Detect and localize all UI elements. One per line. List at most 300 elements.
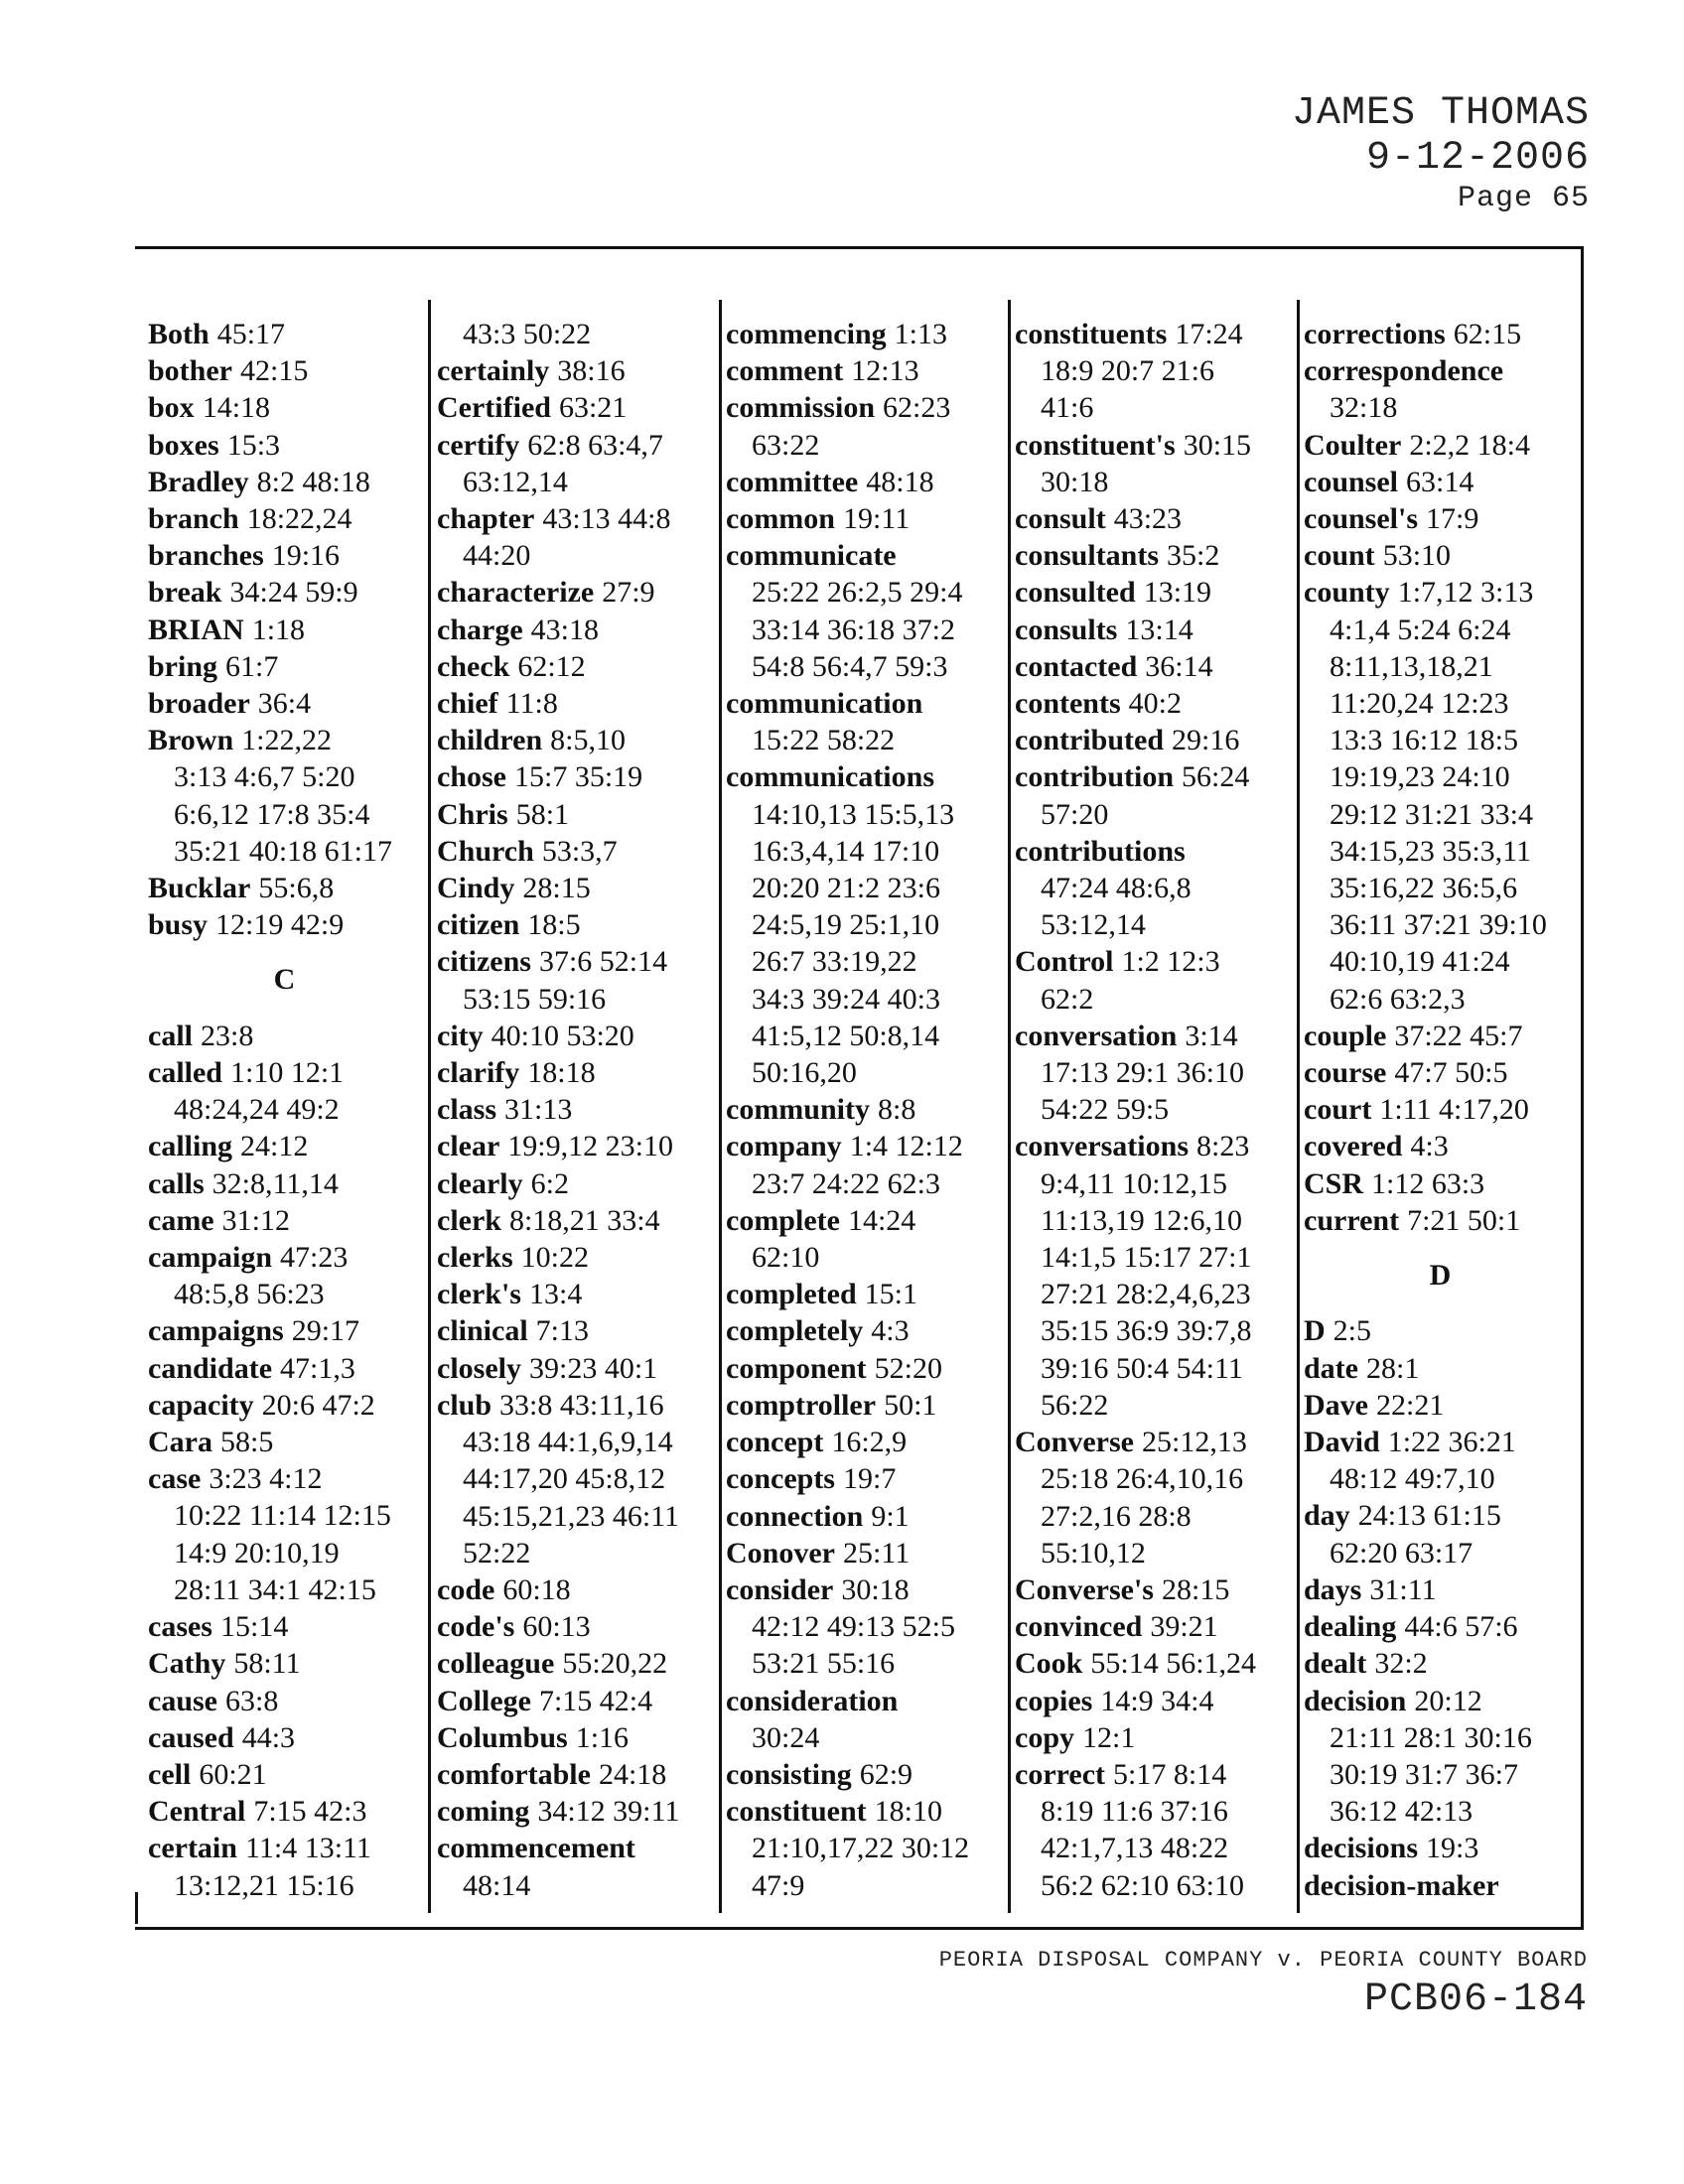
ref-line: 53:3,7 [541, 834, 618, 868]
column-divider [1008, 300, 1011, 1913]
ref-line: 7:13 [535, 1314, 589, 1348]
index-term: children [437, 724, 543, 757]
index-entry [726, 316, 999, 352]
ref-line: 4:3 [871, 1314, 910, 1348]
ref-line [1503, 354, 1511, 387]
index-term: certify [437, 428, 520, 462]
ref-line: 28:15 [522, 872, 591, 905]
index-term: contributed [1015, 724, 1164, 757]
page-line-refs [863, 1500, 909, 1533]
ref-line: 1:22,22 [241, 724, 332, 757]
page-line-refs [1154, 1573, 1229, 1606]
ref-line: 19:19,23 24:10 [1330, 760, 1510, 794]
page-line-refs [191, 1758, 266, 1791]
index-term: commencing [726, 318, 887, 350]
index-entry [148, 1202, 421, 1239]
ref-line: 2:2,2 18:4 [1409, 428, 1530, 462]
page-line-refs [1396, 1610, 1517, 1643]
index-entry [437, 1387, 710, 1571]
ref-line: 62:12 [517, 649, 586, 683]
ref-line: 25:12,13 [1141, 1426, 1247, 1459]
index-term: consult [1015, 502, 1106, 536]
ref-line: 60:21 [199, 1757, 267, 1791]
index-entry [1015, 1571, 1288, 1608]
page-line-refs [506, 760, 642, 793]
ref-line: 53:15 59:16 [463, 982, 607, 1016]
ref-line: 37:22 45:7 [1394, 1019, 1523, 1052]
index-term: copy [1015, 1720, 1074, 1754]
index-term: committee [726, 465, 859, 498]
deposition-date: 9-12-2006 [1365, 136, 1590, 181]
page-line-refs [1164, 724, 1239, 756]
ref-line: 35:2 [1167, 539, 1220, 573]
ref-line: 33:8 43:11,16 [499, 1388, 664, 1422]
ref-line: 55:6,8 [258, 872, 335, 905]
ref-line: 1:13 [894, 318, 947, 350]
ref-line: 9:1 [871, 1499, 910, 1533]
index-entry [1304, 1165, 1577, 1202]
ref-line: 18:10 [874, 1795, 943, 1829]
page-line-refs [568, 1721, 629, 1754]
ref-line: 17:9 [1426, 502, 1479, 536]
index-entry [437, 389, 710, 426]
page-line-refs [519, 908, 580, 941]
ref-line: 48:12 49:7,10 [1330, 1462, 1495, 1496]
index-term: contributions [1015, 834, 1186, 868]
ref-line: 50:1 [884, 1388, 937, 1422]
index-entry [437, 1793, 710, 1830]
index-term: BRIAN [148, 613, 244, 646]
ref-line: 26:7 33:19,22 [752, 945, 917, 979]
index-entry [1304, 1312, 1577, 1349]
ref-line: 39:21 [1150, 1610, 1218, 1644]
index-entry [437, 316, 710, 352]
deponent-name: JAMES THOMAS [1291, 91, 1590, 136]
index-entry [148, 1683, 421, 1719]
index-term: communicate [726, 539, 897, 573]
ref-line: 54:8 56:4,7 59:3 [752, 649, 948, 683]
index-term: consults [1015, 613, 1118, 646]
page-line-refs [214, 1204, 290, 1237]
index-term: Church [437, 834, 534, 868]
ref-line: 38:16 [557, 354, 626, 388]
page-number: Page 65 [1457, 182, 1590, 215]
index-entry [1015, 500, 1288, 537]
index-term: consultants [1015, 539, 1160, 573]
page-line-refs [1402, 1130, 1448, 1162]
ref-line: 50:16,20 [752, 1056, 857, 1090]
page-line-refs [1418, 1832, 1478, 1864]
ref-line: 8:2 48:18 [256, 465, 370, 498]
index-entry [1304, 1683, 1577, 1831]
ref-line: 45:15,21,23 46:11 [463, 1499, 680, 1533]
ref-line: 62:2 [1041, 982, 1094, 1016]
ref-line: 18:18 [527, 1056, 596, 1090]
index-entry [437, 943, 710, 1017]
index-term: club [437, 1388, 492, 1422]
index-entry [1304, 1091, 1577, 1128]
ref-line: 58:11 [233, 1647, 301, 1681]
index-entry [437, 1350, 710, 1387]
ref-line: 14:18 [202, 391, 271, 425]
ref-line: 15:14 [219, 1610, 289, 1644]
index-entry [148, 389, 421, 426]
index-entry [148, 500, 421, 537]
index-term: concept [726, 1426, 824, 1459]
page-line-refs [219, 429, 280, 462]
index-entry [1015, 1608, 1288, 1645]
index-entry [437, 1719, 710, 1756]
index-entry [148, 1460, 421, 1608]
ref-line: 32:18 [1330, 391, 1398, 425]
index-entry [726, 1276, 999, 1312]
index-entry [437, 1202, 710, 1239]
page-line-refs [835, 1462, 896, 1495]
page-line-refs [1375, 539, 1451, 572]
ref-line: 29:16 [1172, 724, 1240, 757]
index-entry [726, 1793, 999, 1904]
ref-line: 19:7 [842, 1462, 897, 1496]
index-term: bring [148, 649, 218, 683]
index-entry [148, 1350, 421, 1387]
index-term: decision-maker [1304, 1868, 1499, 1902]
ref-line: 17:24 [1175, 318, 1243, 350]
index-column-3 [726, 316, 999, 1904]
index-term: day [1304, 1499, 1350, 1533]
page-line-refs [1368, 1389, 1444, 1422]
ref-line: 8:8 [878, 1093, 916, 1127]
ref-line: 43:3 50:22 [463, 318, 592, 350]
ref-line: 8:5,10 [550, 724, 626, 757]
page-line-refs [863, 1314, 909, 1347]
page-line-refs [1418, 502, 1478, 535]
index-entry [726, 352, 999, 389]
index-term: clinical [437, 1314, 528, 1348]
index-term: Both [148, 318, 210, 350]
index-frame-left-stub [135, 1892, 138, 1924]
index-entry [726, 1312, 999, 1349]
ref-line: 1:12 63:3 [1371, 1166, 1485, 1200]
page-line-refs [496, 1093, 572, 1126]
ref-line: 36:14 [1145, 649, 1213, 683]
index-term: clarify [437, 1056, 520, 1090]
ref-line: 63:14 [1406, 465, 1474, 498]
ref-line: 10:22 11:14 12:15 [174, 1499, 391, 1533]
index-entry [726, 464, 999, 500]
index-entry [437, 500, 710, 574]
index-term: consulted [1015, 576, 1136, 610]
index-term: citizen [437, 908, 520, 942]
index-term: closely [437, 1351, 521, 1385]
page-line-refs [272, 1352, 355, 1385]
index-term: count [1304, 539, 1375, 573]
ref-line: 23:7 24:22 62:3 [752, 1166, 941, 1200]
index-entry [437, 1312, 710, 1349]
ref-line: 22:21 [1375, 1388, 1445, 1422]
ref-line: 12:1 [1082, 1720, 1136, 1754]
index-entry [726, 758, 999, 1091]
index-entry [1304, 1608, 1577, 1645]
index-term: course [1304, 1056, 1387, 1090]
index-entry [1304, 574, 1577, 1017]
index-entry [1015, 1424, 1288, 1571]
index-entry [1304, 1867, 1577, 1904]
ref-line: 11:13,19 12:6,10 [1041, 1203, 1243, 1237]
page-line-refs [1074, 1721, 1135, 1754]
ref-line: 7:15 42:4 [538, 1684, 653, 1717]
ref-line: 1:10 12:1 [230, 1056, 345, 1090]
index-term: Chris [437, 797, 508, 831]
ref-line: 56:22 [1041, 1388, 1109, 1422]
ref-line: 18:22,24 [246, 502, 352, 536]
index-term: Converse's [1015, 1572, 1154, 1606]
index-entry [148, 464, 421, 500]
index-term: comfortable [437, 1757, 591, 1791]
index-term: charge [437, 613, 523, 646]
index-term: company [726, 1130, 842, 1163]
index-term: constituent [726, 1795, 867, 1829]
index-entry [726, 1571, 999, 1683]
index-term: clear [437, 1130, 500, 1163]
page-line-refs [499, 1130, 673, 1162]
page-line-refs [250, 872, 334, 904]
page-line-refs [1401, 429, 1530, 462]
page-line-refs [239, 502, 352, 535]
index-term: cause [148, 1684, 217, 1717]
page-line-refs [534, 835, 618, 868]
page-line-refs [494, 1573, 570, 1606]
index-term: consisting [726, 1757, 852, 1791]
page-line-refs [193, 1020, 253, 1052]
index-entry [437, 833, 710, 870]
index-entry [1015, 1683, 1288, 1719]
index-entry [437, 1128, 710, 1164]
ref-line: 4:1,4 5:24 6:24 [1330, 613, 1511, 646]
index-entry [148, 906, 421, 943]
ref-line: 32:2 [1374, 1647, 1428, 1681]
index-entry [1304, 352, 1577, 426]
ref-line: 29:12 31:21 33:4 [1330, 797, 1534, 831]
ref-line [897, 539, 905, 572]
index-term: city [437, 1019, 484, 1052]
page-line-refs [205, 1167, 339, 1200]
ref-line: 62:10 [752, 1241, 820, 1275]
ref-line [898, 1685, 906, 1717]
page-line-refs [1117, 614, 1193, 646]
ref-line: 3:13 4:6,7 5:20 [174, 760, 355, 794]
ref-line: 63:12,14 [463, 465, 568, 498]
page-line-refs [245, 1795, 366, 1828]
index-entry [1304, 1350, 1577, 1387]
index-entry [437, 352, 710, 389]
index-term: boxes [148, 428, 219, 462]
ref-line: 62:23 [883, 391, 951, 425]
page-line-refs [195, 391, 270, 424]
index-entry [437, 1276, 710, 1312]
page-line-refs [232, 1130, 308, 1162]
index-entry [1304, 1830, 1577, 1866]
index-entry [726, 1460, 999, 1497]
ref-line: 19:11 [842, 502, 911, 536]
page-line-refs [528, 1314, 589, 1347]
ref-line: 19:16 [271, 539, 341, 573]
ref-line: 17:13 29:1 36:10 [1041, 1056, 1245, 1090]
index-entry [148, 1793, 421, 1830]
ref-line: 56:24 [1182, 760, 1250, 794]
index-term: code [437, 1572, 495, 1606]
ref-line: 18:5 [527, 908, 581, 942]
ref-line: 4:3 [1410, 1130, 1449, 1163]
index-entry [1015, 943, 1288, 1017]
index-entry [148, 1424, 421, 1460]
ref-line: 11:8 [505, 687, 558, 721]
page-line-refs [1386, 1056, 1507, 1089]
ref-line [635, 1832, 643, 1864]
page-line-refs [508, 798, 569, 831]
index-term: contents [1015, 687, 1121, 721]
index-term: common [726, 502, 835, 536]
index-term: Conover [726, 1536, 835, 1570]
index-term: conversations [1015, 1130, 1189, 1163]
index-term: commission [726, 391, 875, 425]
page-line-refs [208, 908, 344, 941]
index-entry [437, 1645, 710, 1682]
index-entry [148, 1756, 421, 1793]
ref-line: 36:12 42:13 [1330, 1795, 1474, 1829]
page-line-refs [217, 1685, 278, 1717]
page-line-refs [549, 354, 625, 387]
page-line-refs [594, 576, 654, 609]
ref-line: 43:13 44:8 [542, 502, 671, 536]
index-entry [1015, 722, 1288, 758]
page-line-refs [823, 1426, 907, 1458]
page-line-refs [1106, 502, 1182, 535]
page-line-refs [1358, 1352, 1419, 1385]
index-term: characterize [437, 576, 595, 610]
page-line-refs [726, 760, 999, 1091]
index-entry [437, 427, 710, 500]
ref-line: 18:9 20:7 21:6 [1041, 354, 1215, 388]
page-line-refs [513, 1241, 589, 1274]
index-column-4 [1015, 316, 1288, 1904]
page-line-refs [870, 1093, 915, 1126]
index-entry [148, 574, 421, 611]
ref-line: 47:9 [752, 1868, 805, 1902]
index-term: decisions [1304, 1832, 1419, 1865]
index-entry [148, 352, 421, 389]
page-line-refs [1361, 1573, 1436, 1606]
index-term: clerks [437, 1241, 513, 1275]
ref-line: 14:10,13 15:5,13 [752, 797, 955, 831]
ref-line: 31:11 [1369, 1572, 1437, 1606]
ref-line: 21:11 28:1 30:16 [1330, 1720, 1532, 1754]
page-line-refs [843, 354, 918, 387]
index-term: clerk [437, 1203, 501, 1237]
page-line-refs [551, 391, 627, 424]
page-line-refs [225, 1647, 300, 1680]
ref-line: 43:18 44:1,6,9,14 [463, 1426, 673, 1459]
ref-line: 41:6 [1041, 391, 1094, 425]
ref-line: 62:20 63:17 [1330, 1536, 1474, 1570]
index-entry [1015, 574, 1288, 611]
page-line-refs [876, 1389, 936, 1422]
ref-line: 19:9,12 23:10 [507, 1130, 673, 1163]
index-entry [148, 1165, 421, 1202]
ref-line: 8:19 11:6 37:16 [1041, 1795, 1228, 1829]
ref-line: 3:14 [1185, 1019, 1238, 1052]
ref-line: 21:10,17,22 30:12 [752, 1832, 970, 1865]
index-term: dealing [1304, 1610, 1397, 1644]
ref-line: 14:9 20:10,19 [174, 1536, 340, 1570]
index-term: date [1304, 1351, 1358, 1385]
ref-line: 25:22 26:2,5 29:4 [752, 576, 963, 610]
index-entry [1015, 537, 1288, 574]
index-term: chapter [437, 502, 535, 536]
index-entry [1304, 1054, 1577, 1091]
page-line-refs [212, 1426, 273, 1458]
index-term: Brown [148, 724, 234, 757]
index-term: decision [1304, 1684, 1407, 1717]
ref-line: 48:14 [463, 1868, 531, 1902]
ref-line: 7:15 42:3 [253, 1795, 367, 1829]
index-entry [437, 1830, 710, 1903]
index-term: comment [726, 354, 844, 388]
page-line-refs [514, 1610, 590, 1643]
index-term: Certified [437, 391, 551, 425]
index-term: correct [1015, 1757, 1106, 1791]
page-line-refs [521, 1352, 657, 1385]
page-line-refs [835, 1537, 910, 1570]
index-term: communication [726, 687, 923, 721]
ref-line: 14:24 [847, 1203, 916, 1237]
index-entry [437, 722, 710, 758]
index-entry [437, 796, 710, 833]
ref-line: 1:18 [251, 613, 306, 646]
page-line-refs [519, 1056, 595, 1089]
index-term: constituents [1015, 318, 1168, 350]
page-line-refs [437, 318, 591, 350]
ref-line: 55:14 56:1,24 [1090, 1647, 1257, 1681]
index-term: clerk's [437, 1278, 521, 1311]
index-term: check [437, 649, 510, 683]
page-line-refs [1121, 687, 1182, 720]
index-entry [726, 1202, 999, 1276]
ref-line: 34:15,23 35:3,11 [1330, 834, 1532, 868]
ref-line: 62:6 63:2,3 [1330, 982, 1466, 1016]
index-term: days [1304, 1572, 1362, 1606]
section-letter: D [1429, 1259, 1452, 1293]
index-entry [726, 389, 999, 463]
ref-line: 58:5 [219, 1426, 274, 1459]
ref-line: 30:18 [1041, 465, 1109, 498]
index-term: completely [726, 1314, 864, 1348]
ref-line: 12:19 42:9 [215, 908, 345, 942]
index-column-2 [437, 316, 710, 1904]
index-entry [1304, 1128, 1577, 1164]
ref-line: 62:9 [859, 1757, 913, 1791]
ref-line: 62:15 [1453, 318, 1522, 350]
ref-line: 30:19 31:7 36:7 [1330, 1757, 1519, 1791]
ref-line: 24:18 [598, 1757, 667, 1791]
ref-line: 31:12 [221, 1203, 290, 1237]
ref-line: 23:8 [201, 1019, 254, 1052]
index-term: call [148, 1019, 193, 1052]
ref-line: 35:15 36:9 39:7,8 [1041, 1314, 1252, 1348]
ref-line: 62:8 63:4,7 [527, 428, 663, 462]
index-term: dealt [1304, 1647, 1367, 1681]
ref-line: 42:1,7,13 48:22 [1041, 1832, 1229, 1865]
index-term: copies [1015, 1684, 1093, 1717]
